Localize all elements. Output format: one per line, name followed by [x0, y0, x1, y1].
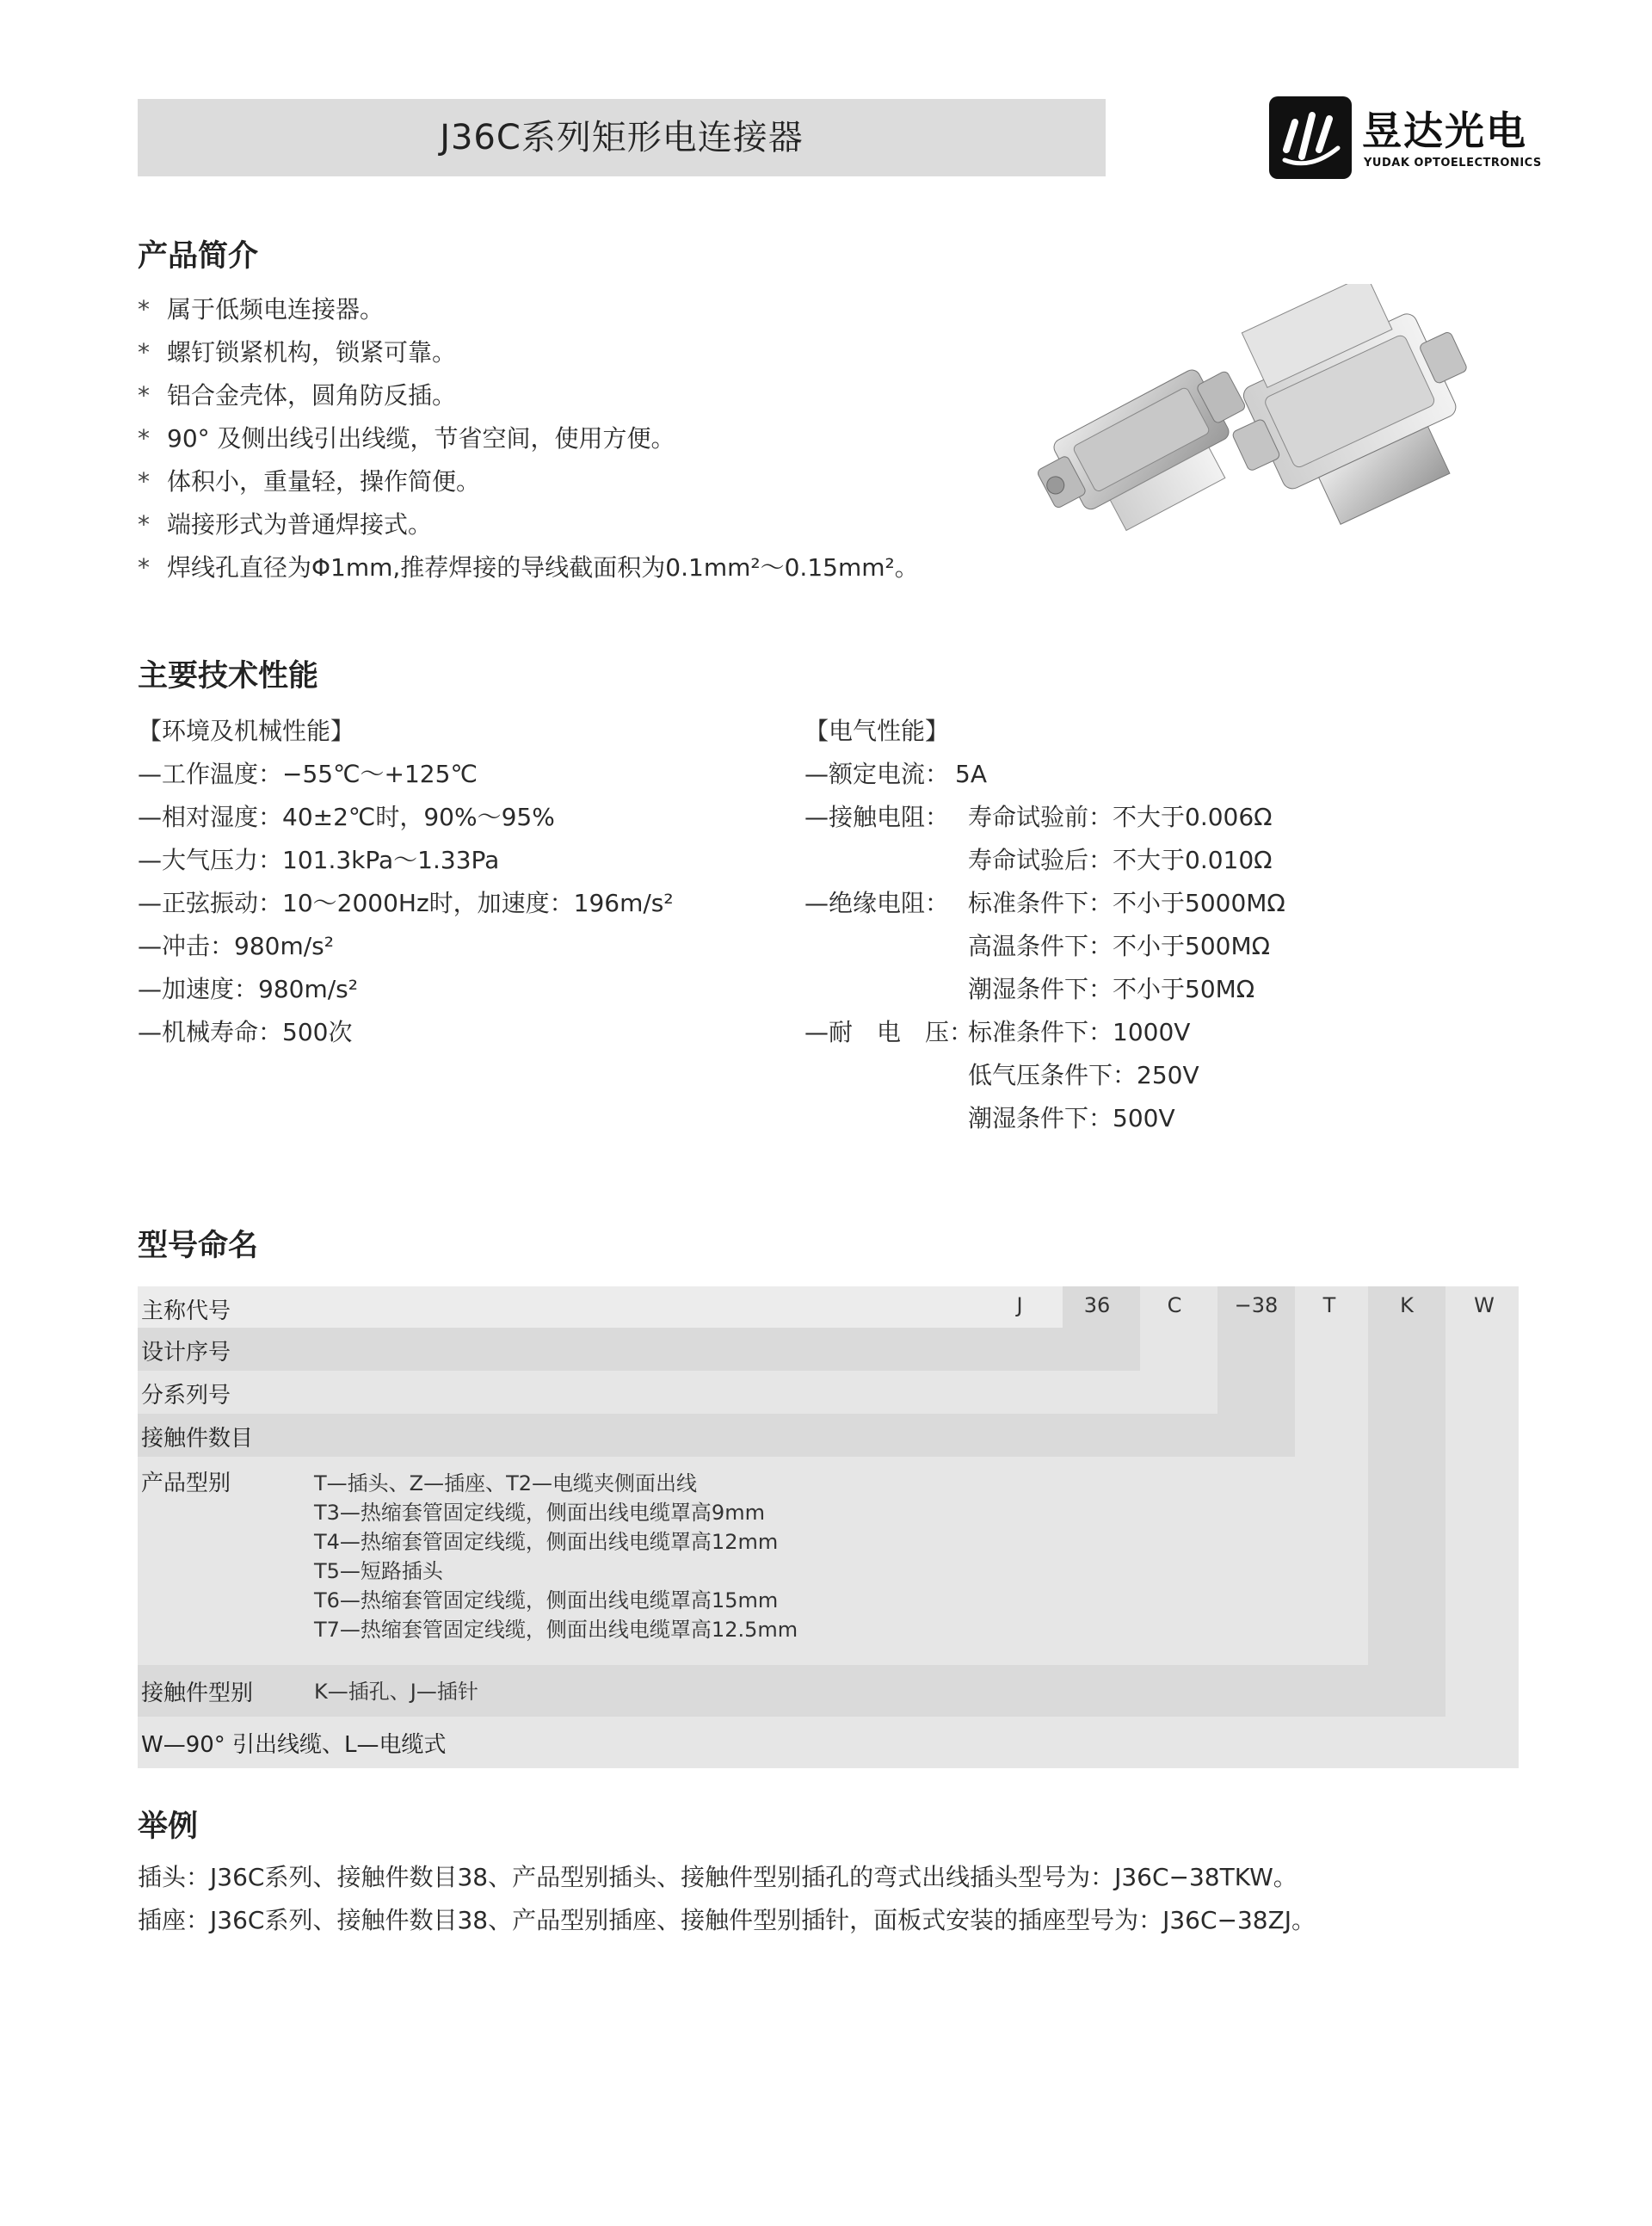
list-item: * 铝合金壳体，圆角防反插。 [138, 379, 456, 413]
env-row: —冲击：980m/s² [138, 932, 334, 960]
env-row: —相对湿度：40±2℃时，90%～95% [138, 803, 555, 831]
section-title-intro: 产品简介 [138, 239, 259, 274]
elec-value: 潮湿条件下：500V [968, 1104, 1175, 1132]
page-title: J36C系列矩形电连接器 [440, 118, 804, 157]
env-heading: 【环境及机械性能】 [138, 717, 355, 745]
example-socket: 插座：J36C系列、接触件数目38、产品型别插座、接触件型别插针，面板式安装的插座型号为：J36C−38ZJ。 [138, 1906, 1316, 1934]
elec-heading: 【电气性能】 [804, 717, 950, 745]
label-contact-type: 接触件型别 [141, 1680, 254, 1706]
logo-text-en: YUDAK OPTOELECTRONICS [1364, 157, 1542, 170]
elec-value: 寿命试验后：不大于0.010Ω [968, 846, 1273, 874]
bullet-star-icon: * [138, 295, 150, 324]
company-logo [1269, 96, 1542, 179]
elec-value: 低气压条件下：250V [968, 1061, 1199, 1089]
label-design-no: 设计序号 [141, 1340, 231, 1366]
code-k: K [1400, 1293, 1414, 1317]
elec-value: 标准条件下：1000V [968, 1018, 1191, 1046]
bullet-star-icon: * [138, 424, 150, 453]
elec-label: —额定电流： [804, 760, 950, 788]
logo-mark-icon [1269, 96, 1352, 179]
code-c: C [1167, 1293, 1182, 1317]
code-j: J [1016, 1293, 1023, 1317]
row-main [138, 1286, 1063, 1328]
list-item: * 属于低频电连接器。 [138, 293, 384, 327]
label-sub-series: 分系列号 [141, 1383, 231, 1409]
label-product-type: 产品型别 [141, 1471, 231, 1496]
elec-label: —绝缘电阻： [804, 889, 950, 917]
logo-text-cn: 昱达光电 [1362, 108, 1527, 154]
bullet-star-icon: * [138, 467, 150, 496]
bullet-star-icon: * [138, 338, 150, 367]
code-w: W [1474, 1293, 1495, 1317]
product-type-line: T5—短路插头 [314, 1559, 443, 1583]
product-type-line: T7—热缩套管固定线缆，侧面出线电缆罩高12.5mm [314, 1618, 798, 1642]
naming-table [138, 1286, 1519, 1768]
label-contact-count: 接触件数目 [141, 1426, 254, 1452]
code-t: T [1322, 1293, 1336, 1317]
title-bar [138, 99, 1106, 176]
elec-label: —耐 电 压： [804, 1018, 974, 1046]
section-title-naming: 型号命名 [138, 1229, 259, 1263]
env-row: —正弦振动：10～2000Hz时，加速度：196m/s² [138, 889, 674, 917]
list-item: * 体积小，重量轻，操作简便。 [138, 465, 480, 499]
env-row: —机械寿命：500次 [138, 1018, 353, 1046]
elec-value: 寿命试验前：不大于0.006Ω [968, 803, 1273, 831]
elec-label: —接触电阻： [804, 803, 950, 831]
list-item: * 90° 及侧出线引出线缆，节省空间，使用方便。 [138, 422, 675, 456]
elec-value: 标准条件下：不小于5000MΩ [968, 889, 1285, 917]
product-photo [1020, 284, 1484, 559]
list-item: * 端接形式为普通焊接式。 [138, 508, 432, 542]
product-type-line: T3—热缩套管固定线缆，侧面出线电缆罩高9mm [314, 1501, 765, 1525]
list-item: * 螺钉锁紧机构，锁紧可靠。 [138, 336, 456, 370]
code-38: −38 [1234, 1293, 1279, 1317]
product-type-line: T6—热缩套管固定线缆，侧面出线电缆罩高15mm [314, 1588, 779, 1612]
label-outlet-type: W—90° 引出线缆、L—电缆式 [141, 1732, 447, 1758]
env-row: —加速度：980m/s² [138, 975, 358, 1003]
code-36: 36 [1083, 1293, 1111, 1317]
section-title-example: 举例 [138, 1810, 199, 1844]
bullet-star-icon: * [138, 510, 150, 539]
elec-value: 高温条件下：不小于500MΩ [968, 932, 1270, 960]
product-type-line: T4—热缩套管固定线缆，侧面出线电缆罩高12mm [314, 1530, 779, 1554]
section-title-specs: 主要技术性能 [138, 659, 319, 694]
env-row: —工作温度：−55℃～+125℃ [138, 760, 478, 788]
product-type-line: T—插头、Z—插座、T2—电缆夹侧面出线 [314, 1471, 698, 1495]
label-main-code: 主称代号 [141, 1298, 231, 1324]
list-item: * 焊线孔直径为Φ1mm,推荐焊接的导线截面积为0.1mm²～0.15mm²。 [138, 551, 919, 585]
bullet-star-icon: * [138, 381, 150, 410]
env-row: —大气压力：101.3kPa～1.33Pa [138, 846, 500, 874]
contact-type-desc: K—插孔、J—插针 [314, 1680, 478, 1704]
example-plug: 插头：J36C系列、接触件数目38、产品型别插头、接触件型别插孔的弯式出线插头型号为：J36C−38TKW。 [138, 1863, 1298, 1891]
bullet-star-icon: * [138, 553, 150, 582]
elec-value: 5A [955, 760, 987, 788]
elec-value: 潮湿条件下：不小于50MΩ [968, 975, 1255, 1003]
